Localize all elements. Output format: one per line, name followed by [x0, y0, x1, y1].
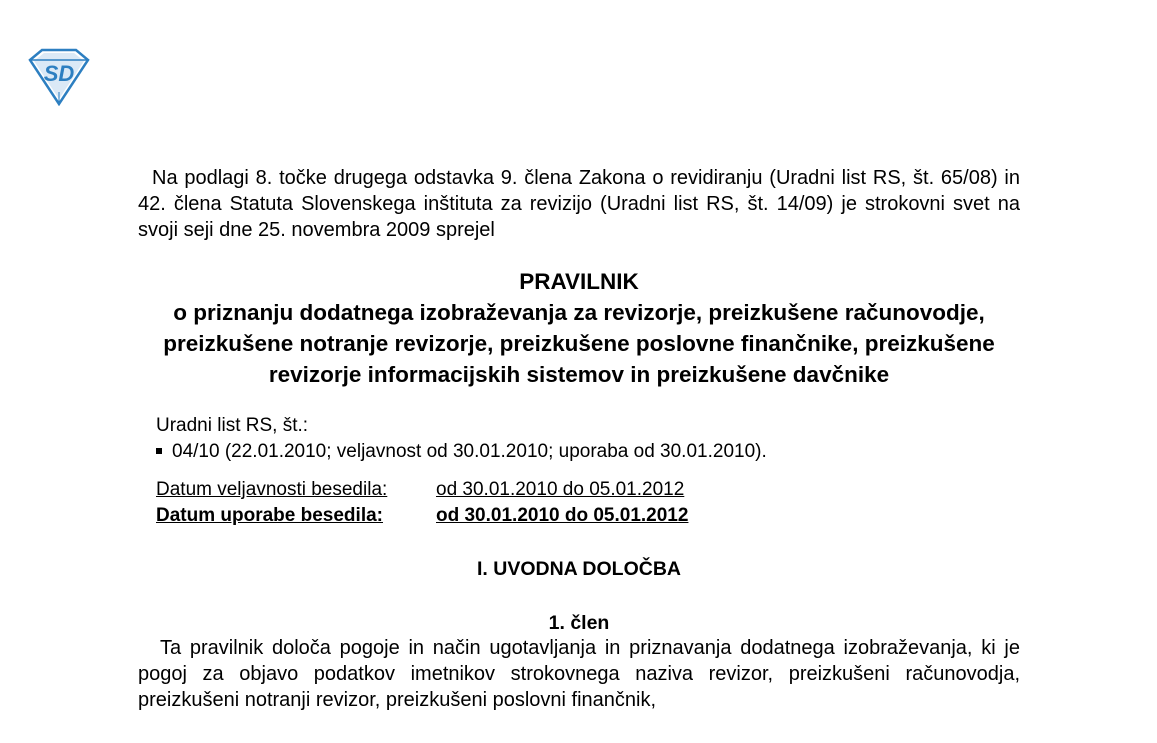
gazette-info [156, 413, 1020, 465]
title-subtitle: o priznanju dodatnega izobraževanja za revizorje, preizkušene računovodje, preizkušene notranje revizorje, preizkušene poslovne finančnike, preizkušene revizorje informacijskih sistemov in preizkušene davčnike [163, 300, 995, 387]
validity-label: Datum veljavnosti besedila: [156, 479, 388, 500]
gazette-entry [156, 439, 1020, 465]
document-title [138, 266, 1020, 390]
article-heading: 1. člen [548, 612, 610, 634]
bullet-icon [156, 448, 162, 454]
text-dates [156, 477, 1020, 529]
application-label: Datum uporabe besedila: [156, 505, 383, 526]
article-text: Ta pravilnik določa pogoje in način ugotavljanja in priznavanja dodatnega izobraževanja, ki je pogoj za objavo podatkov imetnikov strokovnega naziva revizor, preizkušeni računovodja, preizkušeni notranji revizor, preizkušeni poslovni finančnik, [138, 637, 1020, 711]
logo-text: SD [43, 61, 75, 86]
document-page [138, 165, 1020, 713]
validity-row [156, 477, 1020, 503]
title-main: PRAVILNIK [519, 269, 639, 294]
application-value: od 30.01.2010 do 05.01.2012 [436, 505, 689, 526]
gazette-entry-text: 04/10 (22.01.2010; veljavnost od 30.01.2010; uporaba od 30.01.2010). [172, 441, 767, 462]
gazette-label: Uradni list RS, št.: [156, 415, 309, 436]
sd-logo-icon [22, 48, 96, 106]
validity-value: od 30.01.2010 do 05.01.2012 [436, 479, 685, 500]
intro-paragraph: Na podlagi 8. točke drugega odstavka 9. člena Zakona o revidiranju (Uradni list RS, št. 65/08) in 42. člena Statuta Slovenskega inštituta za revizijo (Uradni list RS, št. 14/09) je strokovni svet na svoji seji dne 25. novembra 2009 sprejel [138, 167, 1020, 241]
application-row [156, 503, 1020, 529]
chapter-heading: I. UVODNA DOLOČBA [476, 558, 682, 580]
